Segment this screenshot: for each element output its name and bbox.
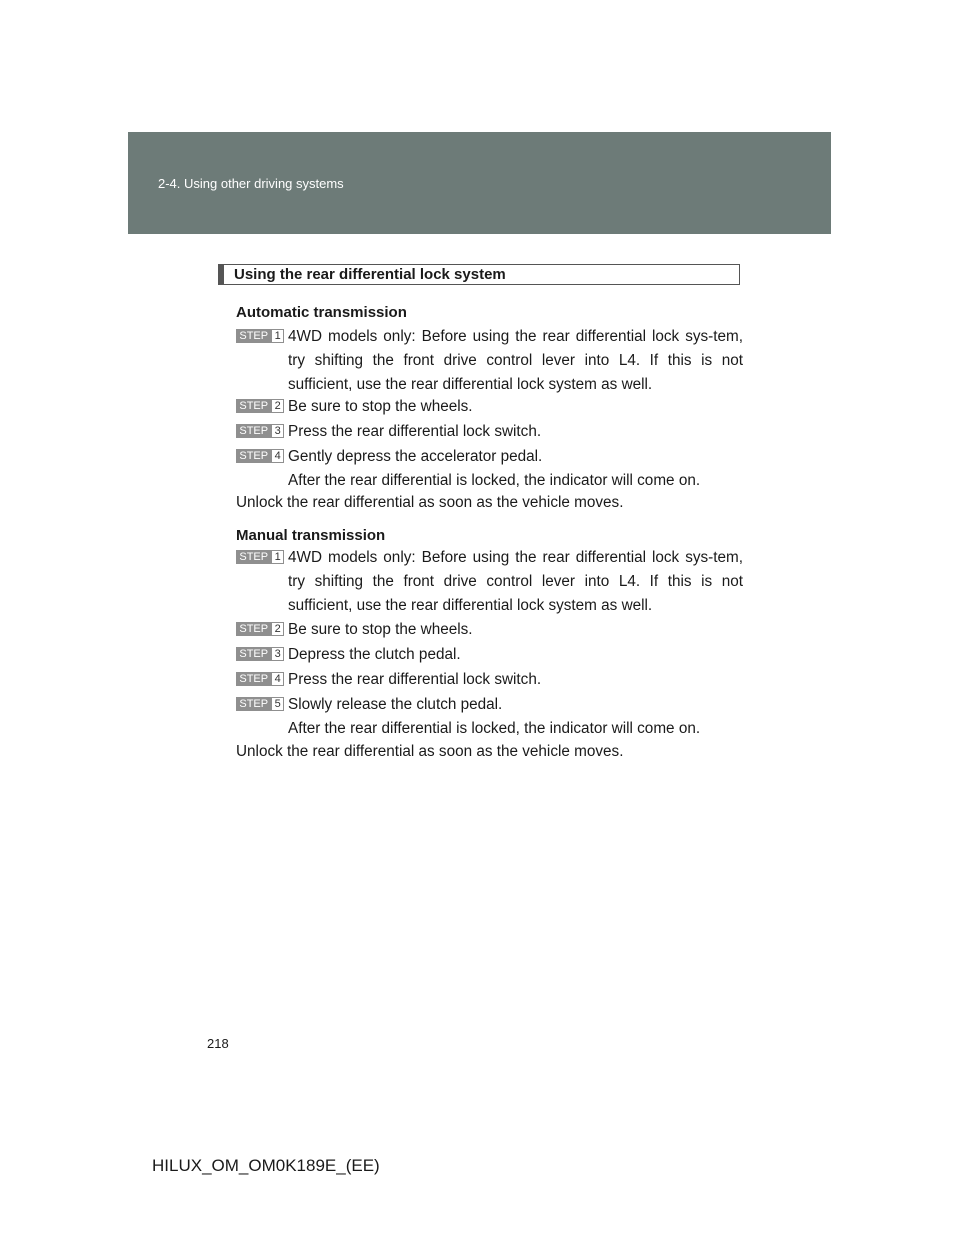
manual-unlock-note: Unlock the rear differential as soon as the vehicle moves.	[236, 743, 624, 760]
step-text: 4WD models only: Before using the rear differential lock sys-tem, try shifting the front drive control lever into L4. If this is not sufficient, use the rear differential lock system as well.	[288, 549, 743, 614]
auto-unlock-note: Unlock the rear differential as soon as the vehicle moves.	[236, 494, 624, 511]
auto-step-3	[236, 420, 743, 444]
manual-step-3	[236, 643, 743, 667]
manual-heading: Manual transmission	[236, 527, 386, 544]
page-number: 218	[207, 1036, 229, 1051]
step-badge: STEP 2	[236, 399, 284, 413]
step-text: Be sure to stop the wheels.	[288, 398, 473, 415]
step-text: Press the rear differential lock switch.	[288, 671, 542, 688]
step-badge: STEP 1	[236, 550, 284, 564]
automatic-heading: Automatic transmission	[236, 304, 407, 321]
step-badge: STEP 1	[236, 329, 284, 343]
step-badge: STEP 5	[236, 697, 284, 711]
step-text: Depress the clutch pedal.	[288, 646, 461, 663]
section-label: 2-4. Using other driving systems	[158, 176, 344, 191]
header-band	[128, 132, 831, 234]
section-title: Using the rear differential lock system	[234, 266, 506, 283]
step-text: Slowly release the clutch pedal.	[288, 696, 503, 713]
step-text: 4WD models only: Before using the rear differential lock sys-tem, try shifting the front drive control lever into L4. If this is not sufficient, use the rear differential lock system as well.	[288, 328, 743, 393]
step-note: After the rear differential is locked, the indicator will come on.	[288, 720, 701, 737]
step-badge: STEP 3	[236, 647, 284, 661]
manual-step-1	[236, 546, 743, 618]
manual-step-2	[236, 618, 743, 642]
manual-step-4	[236, 668, 743, 692]
step-text: Gently depress the accelerator pedal.	[288, 448, 543, 465]
section-title-box	[218, 264, 740, 285]
step-text: Press the rear differential lock switch.	[288, 423, 542, 440]
footer-code: HILUX_OM_OM0K189E_(EE)	[152, 1156, 380, 1175]
step-note: After the rear differential is locked, the indicator will come on.	[288, 472, 701, 489]
manual-step-5	[236, 693, 743, 741]
step-badge: STEP 3	[236, 424, 284, 438]
step-text: Be sure to stop the wheels.	[288, 621, 473, 638]
step-badge: STEP 2	[236, 622, 284, 636]
auto-step-4	[236, 445, 743, 493]
auto-step-1	[236, 325, 743, 397]
step-badge: STEP 4	[236, 449, 284, 463]
step-badge: STEP 4	[236, 672, 284, 686]
auto-step-2	[236, 395, 743, 419]
